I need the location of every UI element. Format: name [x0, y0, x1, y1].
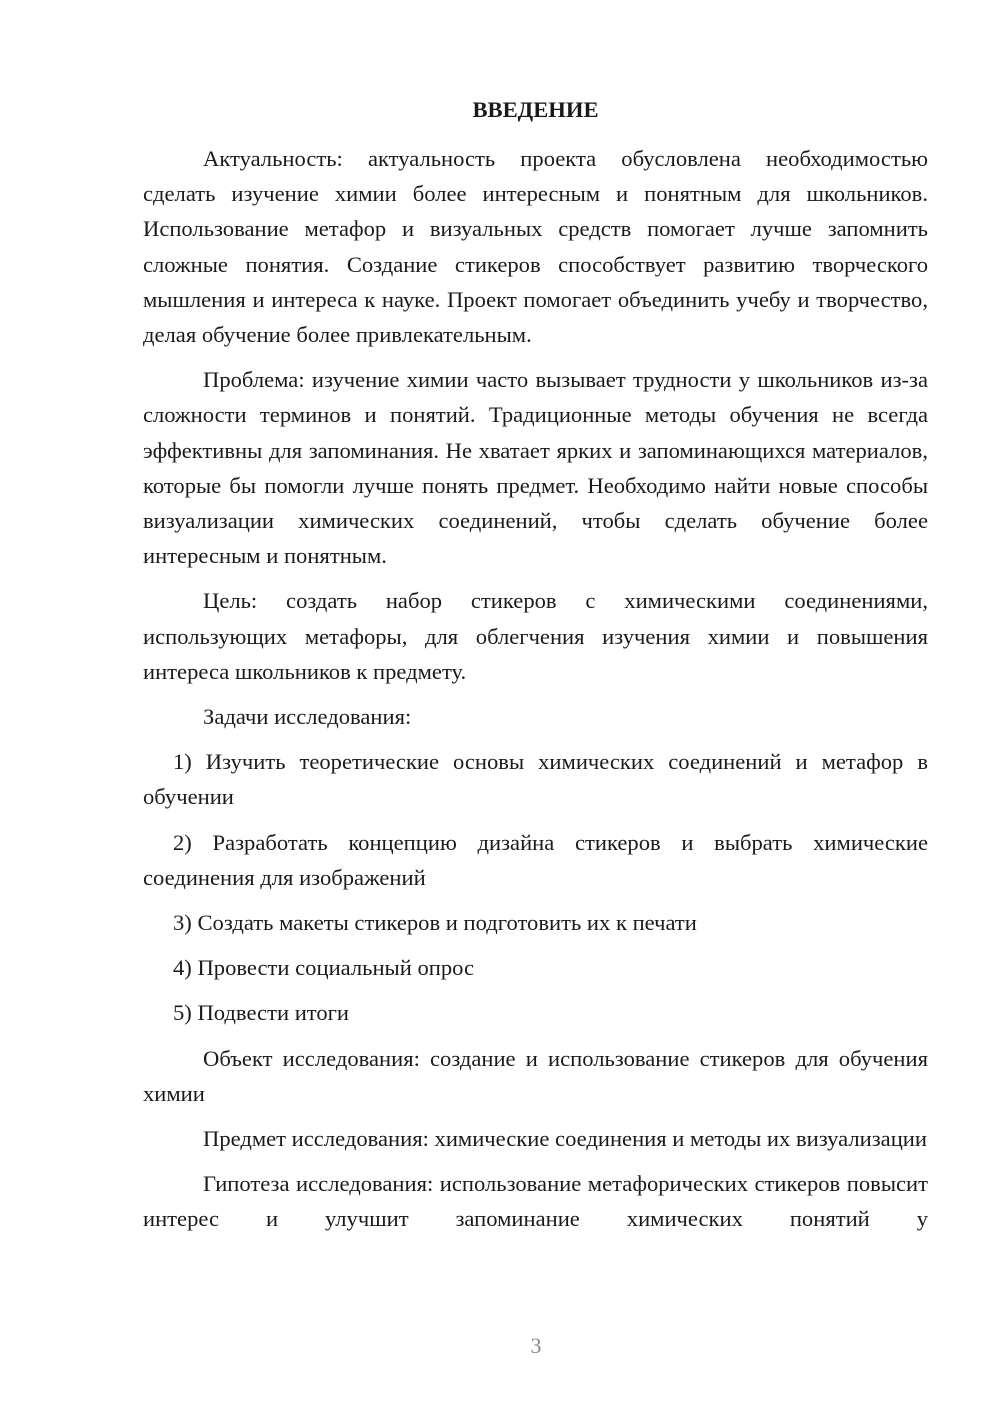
paragraph-hypothesis: Гипотеза исследования: использование метафорических стикеров повысит интерес и улучшит запоминание химических понятий у [143, 1171, 928, 1232]
document-page [143, 92, 928, 1247]
section-title: ВВЕДЕНИЕ [472, 97, 599, 122]
page-number: 3 [530, 1333, 542, 1358]
task-item-4: 4) Провести социальный опрос [173, 955, 475, 981]
paragraph-object: Объект исследования: создание и использование стикеров для обучения химии [143, 1045, 928, 1106]
tasks-heading: Задачи исследования: [203, 704, 412, 730]
paragraph-goal: Цель: создать набор стикеров с химическими соединениями, использующих метафоры, для облегчения изучения химии и повышения интереса школьников к предмету. [143, 588, 928, 684]
paragraph-problem: Проблема: изучение химии часто вызывает трудности у школьников из-за сложности терминов и понятий. Традиционные методы обучения не всегда эффективны для запоминания. Не хватает ярких и запоминающихся материалов, которые бы помогли лучше понять предмет. Необходимо найти новые способы визуализации химических соединений, чтобы сделать обучение более интересным и понятным. [143, 367, 928, 569]
task-item-3: 3) Создать макеты стикеров и подготовить их к печати [173, 910, 697, 936]
task-item-1: 1) Изучить теоретические основы химических соединений и метафор в обучении [143, 749, 928, 810]
paragraph-relevance: Актуальность: актуальность проекта обусловлена необходимостью сделать изучение химии более интересным и понятным для школьников. Использование метафор и визуальных средств помогает лучше запомнить сложные понятия. Создание стикеров способствует развитию творческого мышления и интереса к науке. Проект помогает объединить учебу и творчество, делая обучение более привлекательным. [143, 146, 928, 348]
paragraph-subject: Предмет исследования: химические соединения и методы их визуализации [203, 1126, 927, 1152]
task-item-5: 5) Подвести итоги [173, 1000, 350, 1026]
task-item-2: 2) Разработать концепцию дизайна стикеров и выбрать химические соединения для изображений [143, 829, 928, 890]
